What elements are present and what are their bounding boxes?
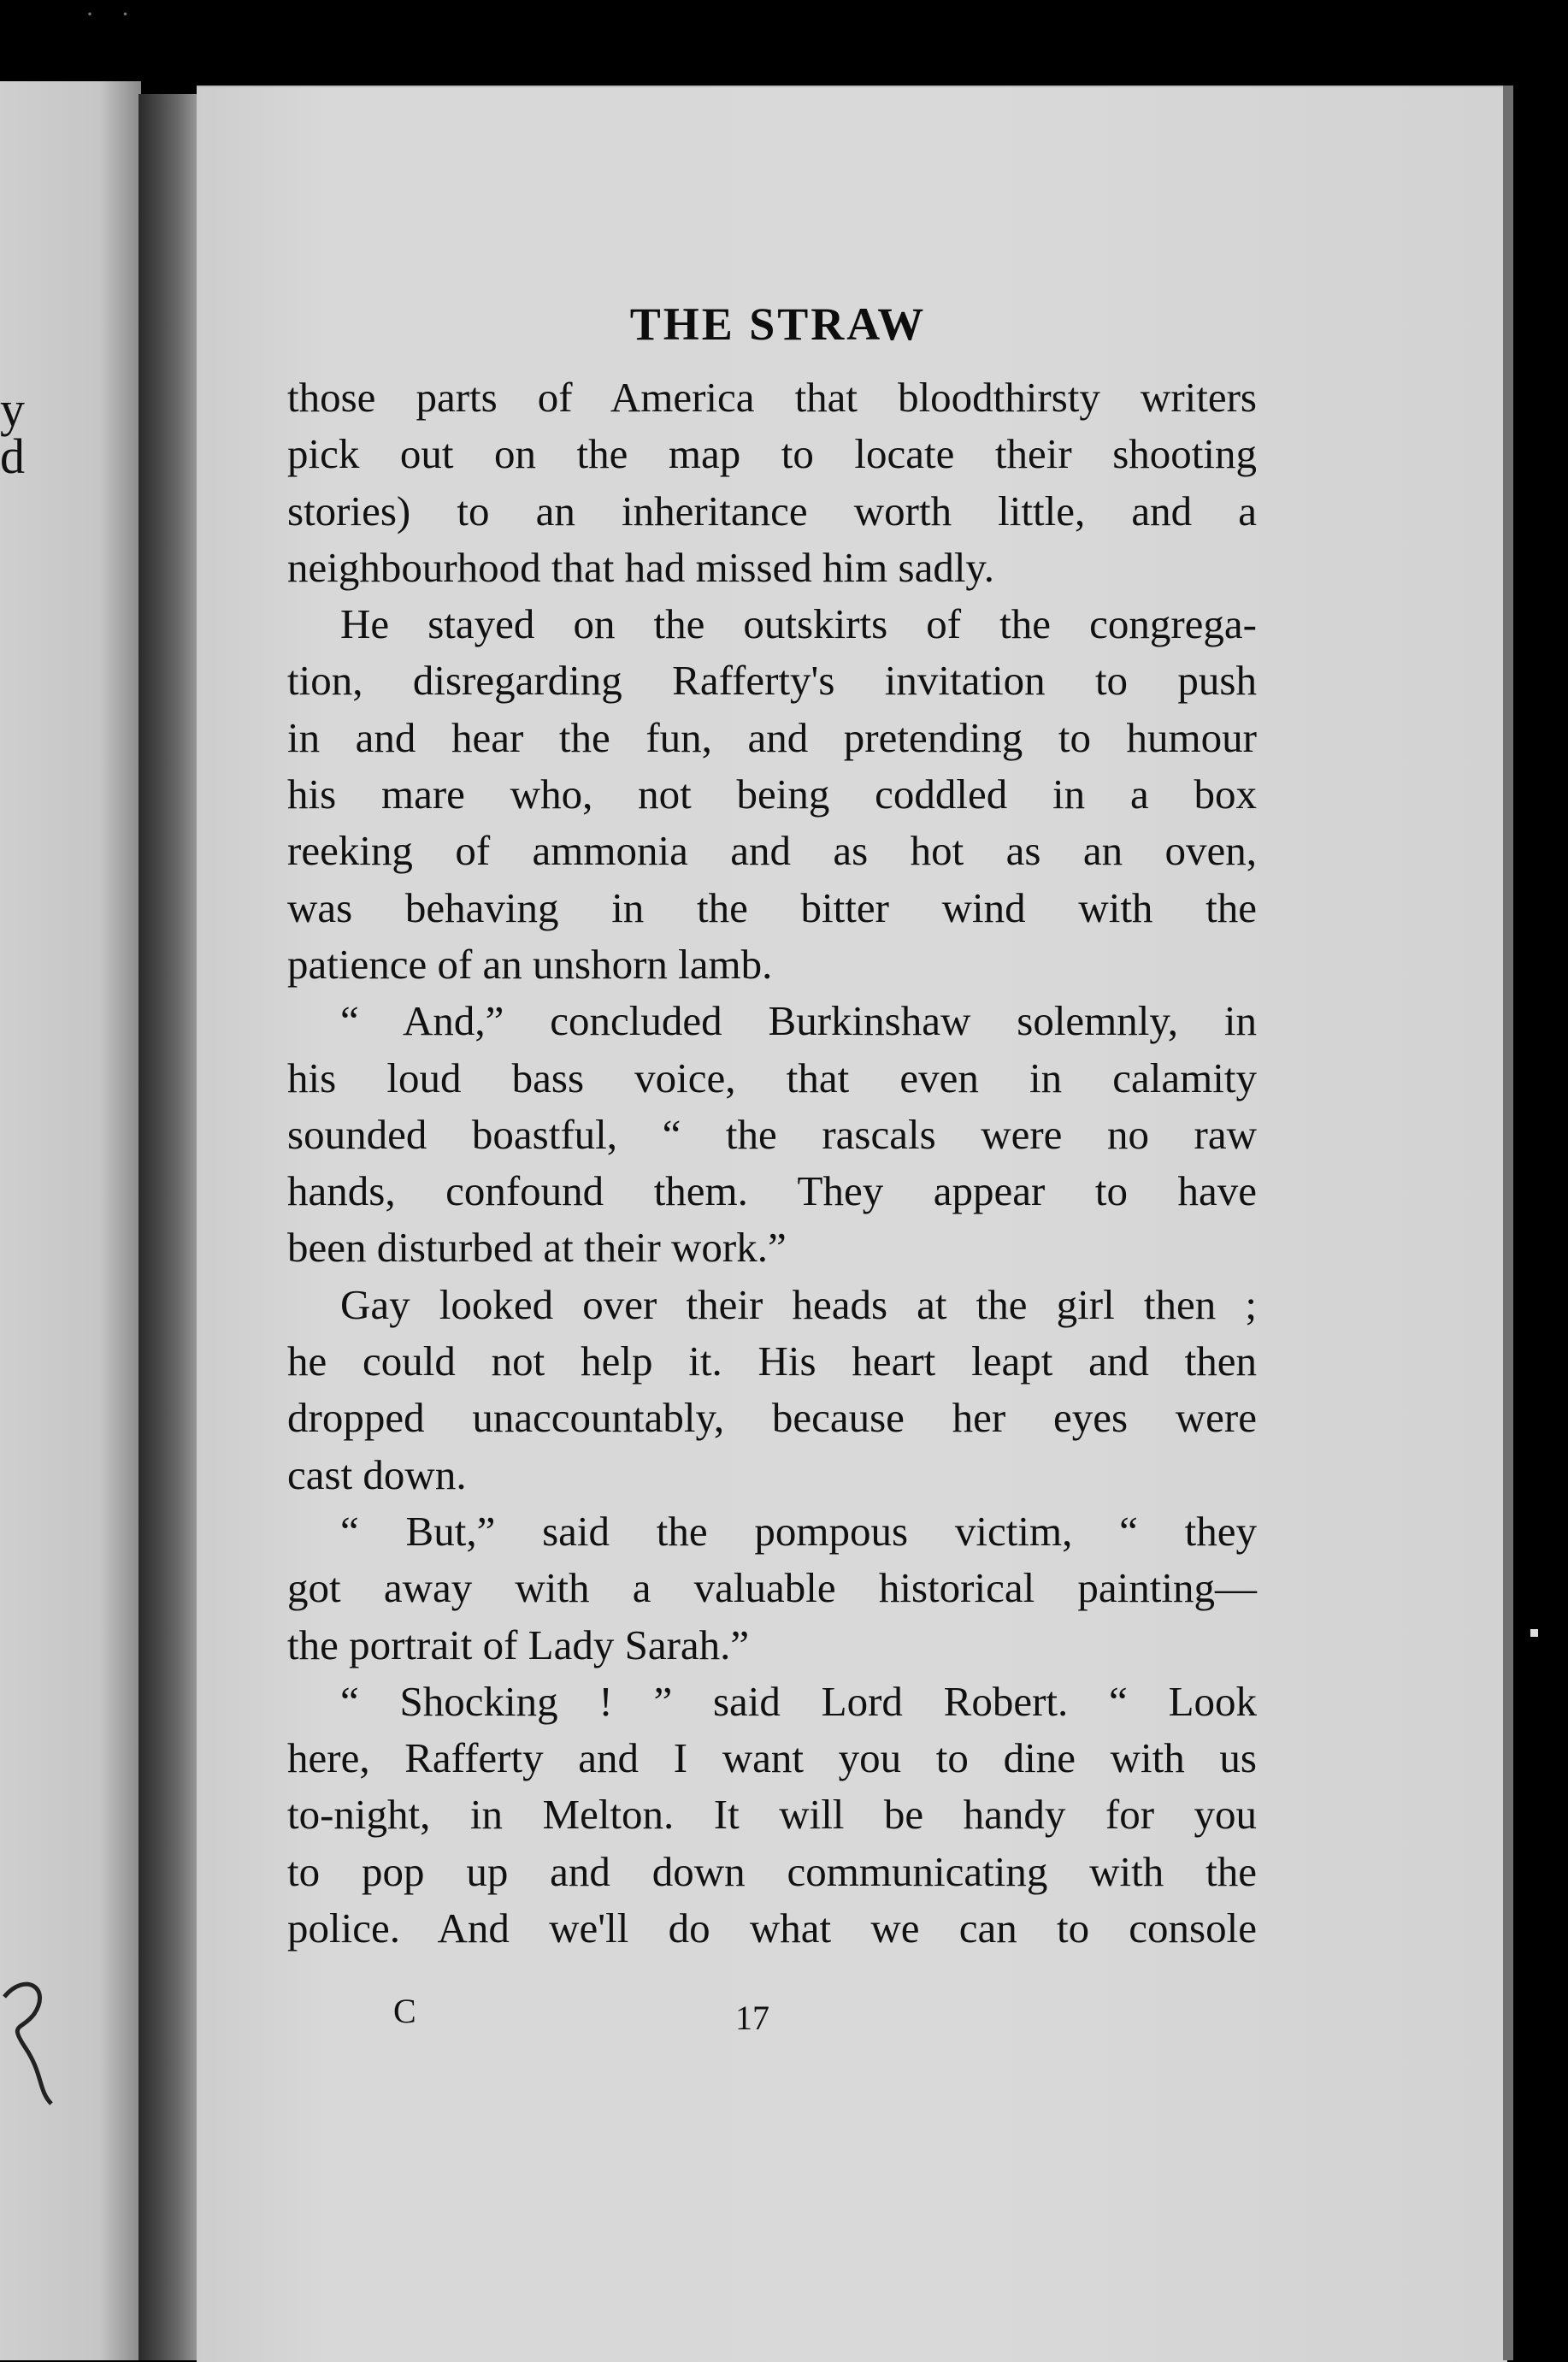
text-line: the portrait of Lady Sarah.” xyxy=(287,1621,750,1668)
running-head: THE STRAW xyxy=(629,298,927,350)
text-line: his mare who, not being coddled in a box xyxy=(287,771,1257,818)
facing-page-fragment xyxy=(0,81,141,2360)
text-line: pick out on the map to locate their shooting xyxy=(287,430,1257,478)
page-number: 17 xyxy=(735,1999,769,2037)
text-line: tion, disregarding Rafferty's invitation to push xyxy=(287,657,1257,705)
pencil-mark-icon xyxy=(0,1971,68,2108)
text-line: Gay looked over their heads at the girl then ; xyxy=(340,1280,1257,1328)
page-edge xyxy=(1503,86,1513,2360)
text-line: “ Shocking ! ” said Lord Robert. “ Look xyxy=(340,1677,1257,1725)
book-gutter xyxy=(139,94,200,2360)
text-line: got away with a valuable historical painting— xyxy=(287,1564,1257,1612)
text-line: reeking of ammonia and as hot as an oven, xyxy=(287,827,1257,875)
text-line: he could not help it. His heart leapt and then xyxy=(287,1337,1257,1385)
text-line: to pop up and down communicating with the xyxy=(287,1847,1257,1895)
scan-specks: · · xyxy=(85,0,140,28)
text-line: hands, confound them. They appear to have xyxy=(287,1167,1257,1215)
text-line: here, Rafferty and I want you to dine with us xyxy=(287,1734,1257,1782)
text-line: cast down. xyxy=(287,1450,467,1498)
facing-page-letter: y xyxy=(0,381,25,437)
text-line: He stayed on the outskirts of the congrega- xyxy=(340,600,1257,648)
text-line: to-night, in Melton. It will be handy for you xyxy=(287,1791,1257,1839)
text-line: “ But,” said the pompous victim, “ they xyxy=(340,1507,1257,1555)
text-line: in and hear the fun, and pretending to humour xyxy=(287,713,1257,761)
facing-page-letter: d xyxy=(0,428,25,484)
text-line: dropped unaccountably, because her eyes were xyxy=(287,1394,1257,1442)
signature-mark: C xyxy=(393,1992,416,2030)
text-line: been disturbed at their work.” xyxy=(287,1224,787,1272)
margin-speck xyxy=(1530,1629,1538,1637)
body-text xyxy=(287,369,1257,1957)
text-line: police. And we'll do what we can to console xyxy=(287,1904,1257,1952)
text-line: was behaving in the bitter wind with the xyxy=(287,883,1257,931)
text-line: neighbourhood that had missed him sadly. xyxy=(287,543,994,591)
text-line: sounded boastful, “ the rascals were no raw xyxy=(287,1110,1257,1158)
text-line: those parts of America that bloodthirsty writers xyxy=(287,374,1257,421)
text-line: patience of an unshorn lamb. xyxy=(287,940,773,988)
text-line: stories) to an inheritance worth little, and a xyxy=(287,487,1257,534)
text-line: his loud bass voice, that even in calamity xyxy=(287,1054,1257,1101)
text-line: “ And,” concluded Burkinshaw solemnly, in xyxy=(340,997,1257,1045)
